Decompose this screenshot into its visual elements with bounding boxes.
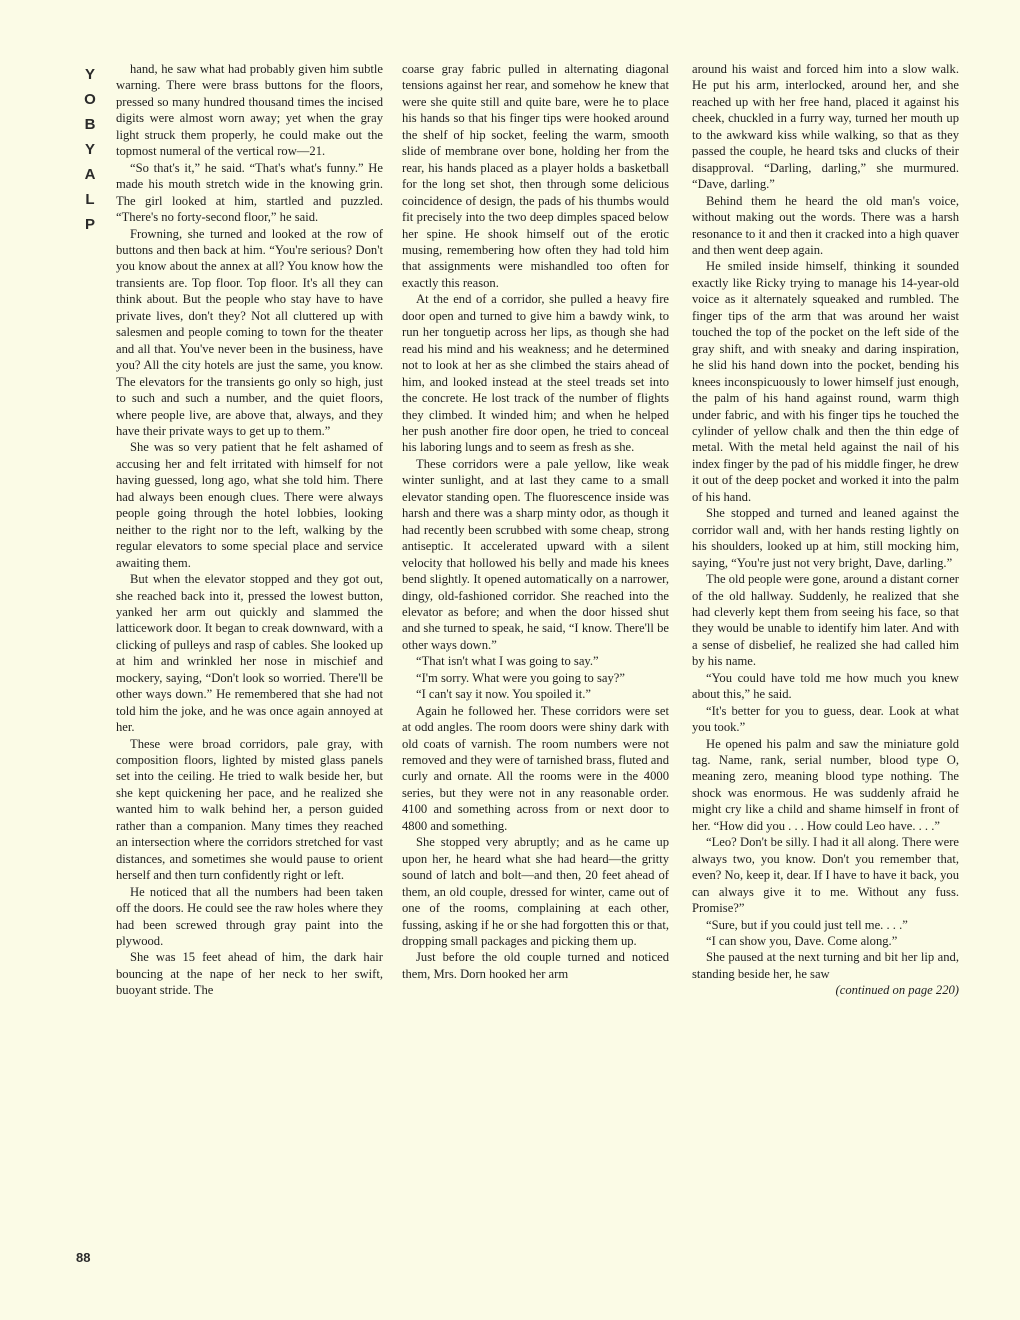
paragraph: She was so very patient that he felt ashamed of accusing her and felt irritated with himself for not having guessed, long ago, what she told him. There had always been enough clues. There were always people going through the hotel lobbies, looking neither to the right nor to the left, walking by the regular elevators to some special place and service awaiting them. [116, 440, 383, 570]
paragraph: “I can show you, Dave. Come along.” [706, 934, 898, 949]
paragraph: coarse gray fabric pulled in alternating diagonal tensions against her rear, and somehow he knew that were she quite still and quite bare, were he to place his hands so that his finger tips were hooked around the shelf of hip socket, feeling the warm, smooth slide of membrane over bone, holding her from the rear, his hands placed as a player holds a basketball for the long set shot, then through some delicious coincidence of design, the pads of his thumbs would fit precisely into the two deep dimples spaced below her spine. He shook himself out of the erotic musing, remembering how often they had told him that assignments were mishandled too often for exactly this reason. [402, 62, 669, 290]
paragraph: She stopped and turned and leaned against the corridor wall and, with her hands resting lightly on his shoulders, looked up at him, still mocking him, saying, “You're just not very bright, Dave, darling.” [692, 506, 959, 570]
paragraph: “Leo? Don't be silly. I had it all along. There were always two, you know. Don't you remember that, even? No, keep it, dear. If I have to have it back, you can always give it to me. Without any fuss. Promise?” [692, 835, 959, 916]
paragraph: “I'm sorry. What were you going to say?” [416, 670, 625, 685]
continued-note: (continued on page 220) [835, 983, 959, 998]
paragraph: The old people were gone, around a distant corner of the old hallway. Suddenly, he realized that she had cleverly kept them from seeing his face, so that they would be unable to identify him later. And with a sense of disbelief, he realized she had called him by his name. [692, 572, 959, 669]
paragraph: He smiled inside himself, thinking it sounded exactly like Ricky trying to manage his 14-year-old voice as it alternately squeaked and rumbled. The finger tips of the arm that was around her waist touched the top of the pocket on the left side of the gray shift, and with sneaky and daring inspiration, he slid his hand down into the pocket, bending his knees inconspicuously to lower himself just enough, the palm of his hand against round, warm thigh under fabric, and with his finger tips he touched the cylinder of yellow chalk and then the thin edge of metal. With the metal held against the nail of his index finger by the pad of his middle finger, he drew it out of the deep pocket and worked it into the palm of his hand. [692, 259, 959, 504]
paragraph: Frowning, she turned and looked at the row of buttons and then back at him. “You're serious? Don't you know about the annex at all? You know how the transients are. Top floor. Top floor. It's all they can think about. But the people who stay have to have private lives, don't they? Not all cluttered up with salesmen and people coming to town for the theater and all that. You've never been in the business, have you? All the city hotels are just the same, you know. The elevators for the transients go only so high, just to such and such a number, and the quiet floors, where people live, are above that, always, and they have their private ways to get up to them.” [116, 226, 383, 438]
paragraph: These were broad corridors, pale gray, with composition floors, lighted by misted glass panels set into the ceiling. He tried to walk beside her, but she kept quickening her pace, and he realized she wanted him to walk behind her, a person guided rather than a companion. Many times they reached an intersection where the corridors stretched for vast distances, and sometimes she would pause to orient herself and then turn confidently right or left. [116, 736, 383, 883]
masthead-letter: O [84, 91, 96, 108]
masthead-letter: L [85, 191, 95, 208]
paragraph: Behind them he heard the old man's voice, without making out the words. There was a harsh resonance to it and then it cracked into a high quaver and then went deep again. [692, 193, 959, 257]
text-column-3 [692, 61, 959, 999]
masthead-letter: P [84, 216, 95, 233]
masthead-letter: Y [84, 141, 95, 158]
paragraph: He opened his palm and saw the miniature gold tag. Name, rank, serial number, blood type O, meaning zero, meaning blood type nothing. The shock was enormous. He was suddenly afraid he might cry like a child and shame himself in front of her. “How did you . . . How could Leo have. . . .” [692, 736, 959, 833]
page-number: 88 [76, 1250, 91, 1265]
paragraph: “You could have told me how much you knew about this,” he said. [692, 670, 959, 702]
paragraph: “That isn't what I was going to say.” [416, 654, 599, 669]
paragraph: “So that's it,” he said. “That's what's funny.” He made his mouth stretch wide in the knowing grin. The girl looked at him, startled and puzzled. “There's no forty-second floor,” he said. [116, 160, 383, 225]
masthead [80, 62, 100, 237]
paragraph: She stopped very abruptly; and as he came up upon her, he heard what she had heard—the gritty sound of latch and bolt—and then, 20 feet ahead of them, an old couple, dressed for winter, came out of one of the rooms, complaining at each other, fussing, asking if he or she had forgotten this or that, dropping small packages and picking them up. [402, 835, 669, 949]
paragraph: These corridors were a pale yellow, like weak winter sunlight, and at last they came to a small elevator standing open. The fluorescence inside was harsh and there was a sharp minty odor, as though it had recently been scrubbed with some cheap, strong antiseptic. It accelerated upward with a silent velocity that hollowed his belly and made his knees bend slightly. It opened automatically on a narrower, dingy, old-fashioned corridor. She reached into the elevator as before; and when the door hissed shut and she turned to speak, he said, “I know. There'll be other ways down.” [402, 456, 669, 652]
paragraph: He noticed that all the numbers had been taken off the doors. He could see the raw holes where they had been screwed through gray paint into the plywood. [116, 884, 383, 949]
paragraph: She was 15 feet ahead of him, the dark hair bouncing at the nape of her neck to her swift, buoyant stride. The [116, 950, 383, 998]
paragraph: She paused at the next turning and bit her lip and, standing beside her, he saw [692, 950, 959, 981]
paragraph: around his waist and forced him into a slow walk. He put his arm, interlocked, around her, and she reached up with her free hand, placed it against his cheek, chuckled in a furry way, turned her mouth up to the awkward kiss while walking, so that as they passed the couple, he heard tsks and clucks of their disapproval. “Darling, darling,” she murmured. “Dave, darling.” [692, 62, 959, 192]
text-column-1 [116, 61, 383, 999]
text-column-2 [402, 61, 669, 982]
masthead-letter: A [84, 166, 96, 183]
paragraph: But when the elevator stopped and they got out, she reached back into it, pressed the lowest button, yanked her arm out quickly and slammed the latticework door. It began to creak downward, with a clicking of pulleys and rasp of cables. She looked up at him and wrinkled her nose in mischief and mockery, saying, “Don't look so worried. There'll be other ways down.” He remembered that she had not told him the joke, and he was once again annoyed at her. [116, 572, 383, 735]
paragraph: At the end of a corridor, she pulled a heavy fire door open and turned to give him a bawdy wink, to run her tonguetip across her lips, as though she had read his mind and his weakness; and he determined not to look at her as she climbed the stairs ahead of him, and looked instead at the steel treads set into the concrete. He lost track of the number of flights they climbed. It winded him; and when he helped her push another fire door open, he tried to conceal his laboring lungs and to seem as fresh as she. [402, 292, 669, 455]
paragraph: “It's better for you to guess, dear. Look at what you took.” [692, 703, 959, 735]
paragraph: “I can't say it now. You spoiled it.” [416, 687, 591, 702]
paragraph: Just before the old couple turned and noticed them, Mrs. Dorn hooked her arm [402, 950, 669, 981]
masthead-letter: B [84, 116, 96, 133]
paragraph: hand, he saw what had probably given him subtle warning. There were brass buttons for the floors, pressed so many hundred thousand times the incised digits were almost worn away; yet when the gray light struck them properly, he could make out the topmost numeral of the vertical row—21. [116, 62, 383, 159]
masthead-letter: Y [84, 66, 95, 83]
paragraph: “Sure, but if you could just tell me. . . .” [706, 917, 908, 932]
paragraph: Again he followed her. These corridors were set at odd angles. The room doors were shiny dark with old coats of varnish. The room numbers were not removed and they were of tarnished brass, fluted and curly and ornate. All the rooms were in the 4000 series, but they were not in any reasonable order. 4100 and something across from or next door to 4800 and something. [402, 703, 669, 833]
